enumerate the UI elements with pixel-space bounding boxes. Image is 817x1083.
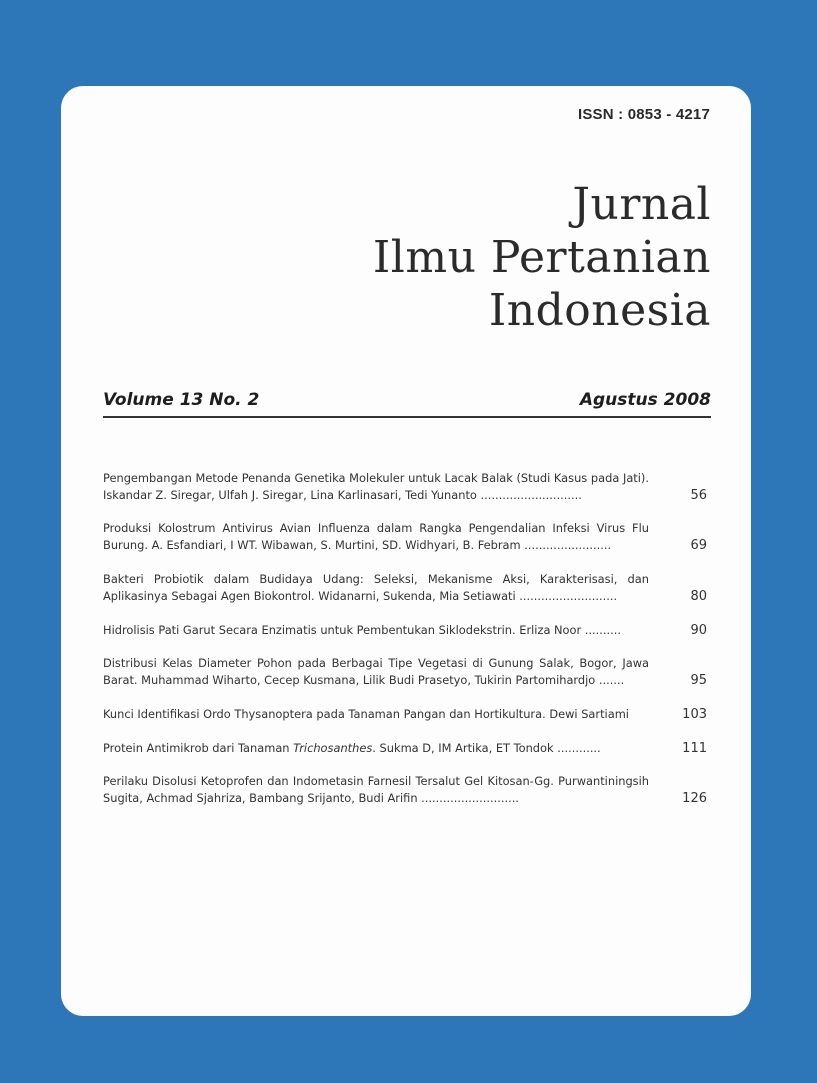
- toc-entry-page: 90: [690, 623, 707, 638]
- toc-entry-page: 95: [690, 673, 707, 688]
- toc-entry-page: 69: [690, 538, 707, 553]
- title-line: Jurnal: [572, 179, 711, 230]
- issn: ISSN : 0853 - 4217: [577, 106, 710, 123]
- toc-entry-text: Perilaku Disolusi Ketoprofen dan Indometasin Farnesil Tersalut Gel Kitosan-Gg. Purwantiningsih Sugita, Achmad Sjahriza, Bambang Srijanto, Budi Arifin ...........................: [103, 774, 649, 805]
- toc-entry-text: Protein Antimikrob dari Tanaman Trichosanthes. Sukma D, IM Artika, ET Tondok ............: [103, 741, 601, 755]
- title-line: Ilmu Pertanian: [372, 232, 711, 283]
- volume-row: [103, 390, 711, 418]
- title-line: Indonesia: [488, 285, 711, 336]
- toc-entry-page: 80: [690, 589, 707, 604]
- cover-panel: [61, 86, 751, 1016]
- toc-entry-text: Kunci Identifikasi Ordo Thysanoptera pada Tanaman Pangan dan Hortikultura. Dewi Sartiami: [103, 707, 629, 721]
- toc-entry-page: 126: [682, 791, 707, 806]
- toc-entry-text: Pengembangan Metode Penanda Genetika Molekuler untuk Lacak Balak (Studi Kasus pada Jati). Iskandar Z. Siregar, Ulfah J. Siregar, Lina Karlinasari, Tedi Yunanto ............................: [103, 471, 649, 502]
- toc-entry: [103, 470, 711, 504]
- toc-entry-text: Hidrolisis Pati Garut Secara Enzimatis untuk Pembentukan Siklodekstrin. Erliza Noor ..........: [103, 623, 622, 637]
- toc-entry: [103, 622, 711, 639]
- toc-entry-page: 111: [682, 741, 707, 756]
- toc-entry-text: Distribusi Kelas Diameter Pohon pada Berbagai Tipe Vegetasi di Gunung Salak, Bogor, Jawa Barat. Muhammad Wiharto, Cecep Kusmana, Lilik Budi Prasetyo, Tukirin Partomihardjo .......: [103, 656, 649, 687]
- toc-entry: [103, 520, 711, 554]
- toc-entry: [103, 773, 711, 807]
- volume-label: Volume 13 No. 2: [103, 390, 260, 410]
- toc-entry-text: Bakteri Probiotik dalam Budidaya Udang: Seleksi, Mekanisme Aksi, Karakterisasi, dan Aplikasinya Sebagai Agen Biokontrol. Widanarni, Sukenda, Mia Setiawati ...........................: [103, 572, 649, 603]
- toc-entry: [103, 571, 711, 605]
- toc-entry-text: Produksi Kolostrum Antivirus Avian Influenza dalam Rangka Pengendalian Infeksi Virus Flu Burung. A. Esfandiari, I WT. Wibawan, S. Murtini, SD. Widhyari, B. Febram ........................: [103, 521, 649, 552]
- toc-entry-page: 103: [682, 707, 707, 722]
- toc-entry: [103, 655, 711, 689]
- toc-entry: [103, 706, 711, 723]
- toc-entry-page: 56: [690, 488, 707, 503]
- journal-title: [373, 178, 711, 337]
- toc-entry: [103, 740, 711, 757]
- issue-date: Agustus 2008: [579, 390, 711, 410]
- table-of-contents: [103, 470, 711, 807]
